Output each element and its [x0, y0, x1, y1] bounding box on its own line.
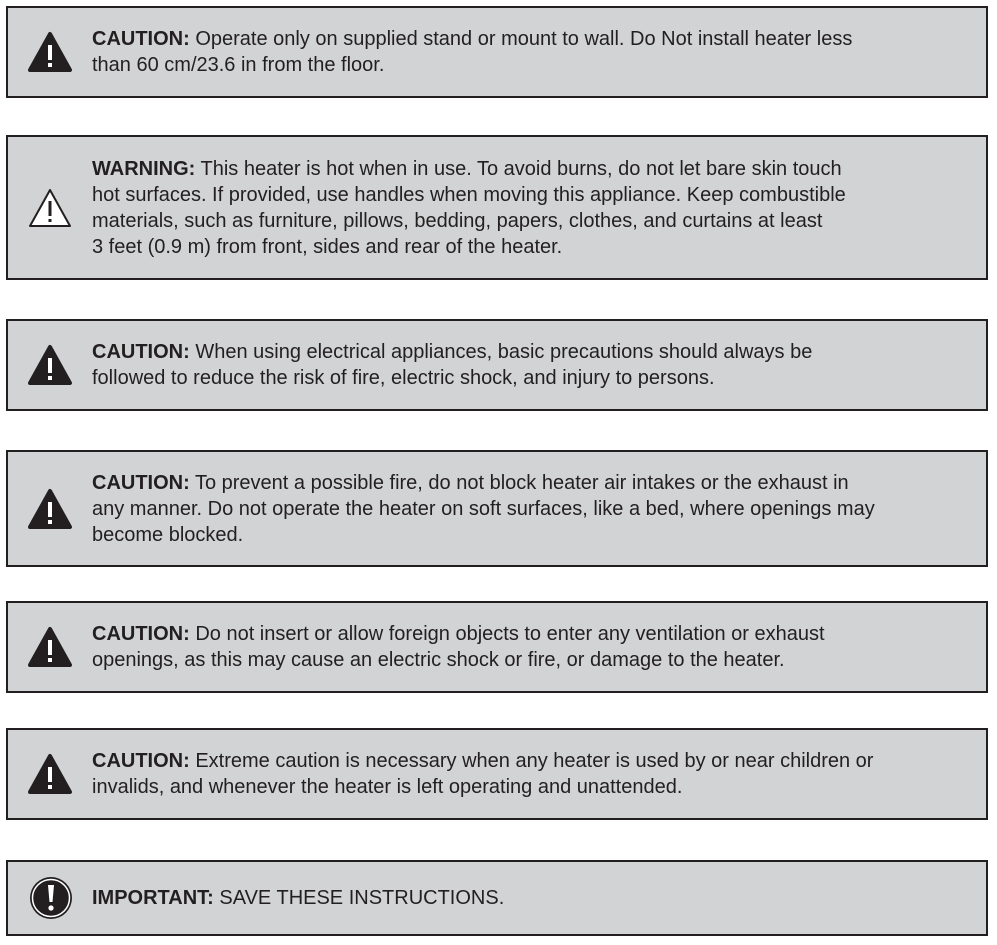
warning-filled-icon — [25, 752, 75, 796]
notice-line — [92, 208, 846, 234]
notice-label: IMPORTANT: — [92, 887, 214, 909]
notice-caution — [6, 450, 988, 567]
notice-line — [92, 885, 504, 911]
notice-line — [92, 156, 846, 182]
notice-line-text: To prevent a possible fire, do not block heater air intakes or the exhaust in — [189, 471, 849, 494]
notice-line — [92, 774, 873, 800]
notice-line-text: Extreme caution is necessary when any heater is used by or near children or — [189, 750, 874, 772]
notice-line-text: SAVE THESE INSTRUCTIONS. — [213, 887, 505, 909]
notice-caution — [6, 319, 988, 411]
notice-label: CAUTION: — [92, 750, 190, 772]
notice-caution — [6, 601, 988, 693]
important-circle-icon — [25, 876, 75, 920]
notice-line-text: become blocked. — [92, 523, 244, 546]
notice-warning — [6, 135, 988, 280]
notice-line — [92, 621, 825, 647]
notice-important — [6, 860, 988, 936]
notice-line-text: invalids, and whenever the heater is left operating and unattended. — [92, 776, 683, 798]
notice-caution — [6, 728, 988, 820]
notice-text — [92, 885, 504, 911]
notice-text — [92, 156, 846, 260]
notice-line-text: When using electrical appliances, basic precautions should always be — [189, 341, 813, 363]
notice-line — [92, 234, 846, 260]
notice-line-text: any manner. Do not operate the heater on soft surfaces, like a bed, where openings may — [92, 497, 875, 520]
notice-line-text: 3 feet (0.9 m) from front, sides and rear of the heater. — [92, 235, 563, 258]
notice-line-text: than 60 cm/23.6 in from the floor. — [92, 54, 385, 76]
notice-line-text: Do not insert or allow foreign objects to enter any ventilation or exhaust — [189, 623, 825, 645]
notice-label: CAUTION: — [92, 341, 190, 363]
notice-line — [92, 522, 875, 548]
notice-text — [92, 26, 852, 78]
notice-line-text: materials, such as furniture, pillows, bedding, papers, clothes, and curtains at least — [92, 209, 823, 232]
notice-line — [92, 748, 873, 774]
notice-label: CAUTION: — [92, 28, 190, 50]
notice-caution — [6, 6, 988, 98]
notice-text — [92, 339, 812, 391]
notice-line-text: This heater is hot when in use. To avoid burns, do not let bare skin touch — [195, 157, 842, 180]
notice-line-text: openings, as this may cause an electric shock or fire, or damage to the heater. — [92, 649, 785, 671]
notice-text — [92, 748, 873, 800]
notice-text — [92, 621, 825, 673]
notice-line — [92, 470, 875, 496]
notice-line-text: hot surfaces. If provided, use handles when moving this appliance. Keep combustible — [92, 183, 846, 206]
notice-line — [92, 339, 812, 365]
notice-line — [92, 182, 846, 208]
notice-line-text: Operate only on supplied stand or mount to wall. Do Not install heater less — [189, 28, 853, 50]
notice-label: CAUTION: — [92, 623, 190, 645]
notice-line — [92, 365, 812, 391]
notice-text — [92, 470, 875, 548]
warning-filled-icon — [25, 487, 75, 531]
notice-label: WARNING: — [92, 157, 196, 180]
warning-outline-icon — [25, 186, 75, 230]
notice-line — [92, 496, 875, 522]
warning-filled-icon — [25, 343, 75, 387]
notice-line-text: followed to reduce the risk of fire, electric shock, and injury to persons. — [92, 367, 715, 389]
warning-filled-icon — [25, 30, 75, 74]
notice-line — [92, 26, 852, 52]
notice-line — [92, 52, 852, 78]
notice-label: CAUTION: — [92, 471, 190, 494]
warning-filled-icon — [25, 625, 75, 669]
notice-line — [92, 647, 825, 673]
